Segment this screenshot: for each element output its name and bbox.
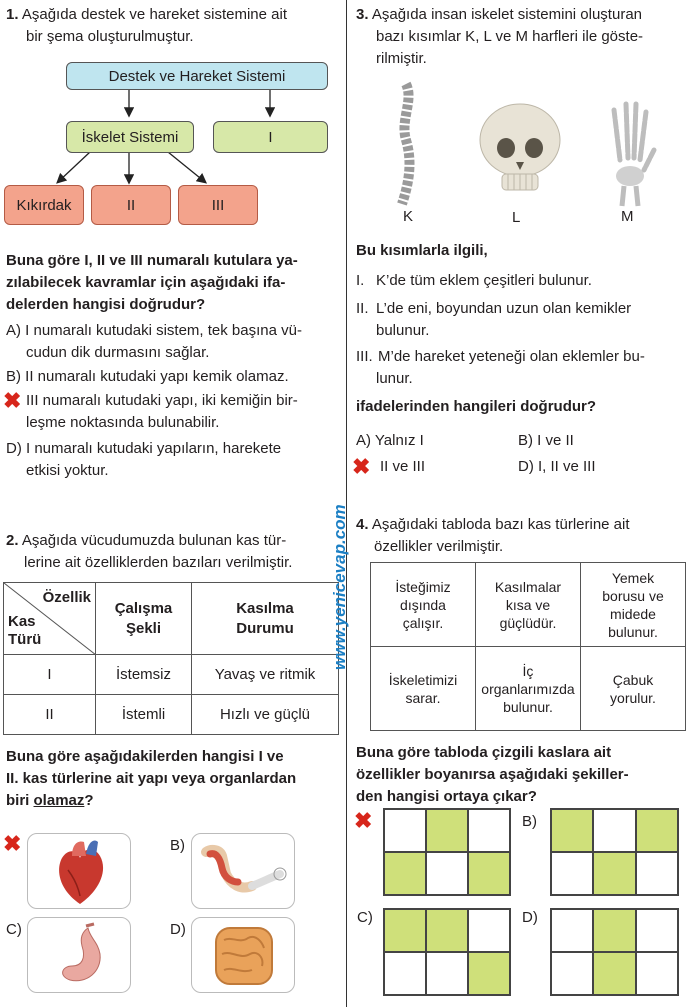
cell-line: Çabuk xyxy=(612,671,654,688)
q2-stem xyxy=(6,530,341,574)
q3-stem xyxy=(356,4,688,70)
q2-question-part: biri xyxy=(6,792,34,809)
cell-line: İç xyxy=(522,662,534,679)
intestine-icon xyxy=(192,918,296,994)
q1-option-d[interactable] xyxy=(6,438,341,482)
table-cell xyxy=(371,563,476,647)
q2-option-d-label: D) xyxy=(170,921,186,938)
image-label-k: K xyxy=(403,208,414,225)
q2-question xyxy=(6,746,341,812)
q1-option-c-line1: III numaralı kutudaki yapı, iki kemiğin bir- xyxy=(26,392,298,409)
answer-cross-icon: ✖ xyxy=(352,454,371,479)
q3-question: ifadelerinden hangileri doğrudur? xyxy=(356,398,597,415)
q2-option-c-label: C) xyxy=(6,921,22,938)
statement-row xyxy=(356,298,691,320)
table-corner-cell xyxy=(4,583,96,655)
cell-line: kısa ve xyxy=(505,596,551,613)
cell-line: Kasılmalar xyxy=(494,578,562,595)
q1-number: 1. xyxy=(6,6,19,23)
site-watermark xyxy=(330,430,354,670)
option-c-grid[interactable] xyxy=(383,908,511,996)
q2-stem-line2: lerine ait özelliklerden bazıları verilmiştir. xyxy=(24,554,293,571)
q1-option-a[interactable] xyxy=(6,320,341,364)
statement-row xyxy=(356,346,691,368)
q4-question-line: den hangisi ortaya çıkar? xyxy=(356,788,537,805)
statement-number: I. xyxy=(356,272,365,289)
muscle-type-table xyxy=(3,582,339,735)
statement-number: II. xyxy=(356,300,369,317)
grid-cell xyxy=(636,909,678,952)
q2-stem-line1: Aşağıda vücudumuzda bulunan kas tür- xyxy=(21,532,287,549)
statement-row xyxy=(356,270,691,292)
grid-cell xyxy=(384,952,426,995)
q1-stem xyxy=(6,4,336,48)
grid-cell xyxy=(636,952,678,995)
table-cell: I xyxy=(4,655,96,695)
q3-statements xyxy=(356,270,691,390)
hand-bones-icon xyxy=(600,100,660,208)
q1-option-d-line1: D) I numaralı kutudaki yapıların, harekete xyxy=(6,440,282,457)
image-label-m: M xyxy=(621,208,634,225)
q1-option-b-line1: B) II numaralı kutudaki yapı kemik olamaz. xyxy=(6,368,289,385)
cell-line: yorulur. xyxy=(610,689,656,706)
table-row xyxy=(4,695,339,735)
q3-sub-question: Bu kısımlarla ilgili, xyxy=(356,242,488,259)
q2-question-line: Buna göre aşağıdakilerden hangisi I ve xyxy=(6,748,284,765)
q4-question-line: özellikler boyanırsa aşağıdaki şekiller- xyxy=(356,766,629,783)
grid-cell xyxy=(426,909,468,952)
grid-cell xyxy=(593,909,635,952)
grid-cell xyxy=(426,852,468,895)
diagram-root-box: Destek ve Hareket Sistemi xyxy=(66,62,328,90)
grid-cell xyxy=(636,852,678,895)
option-a-heart-image[interactable] xyxy=(27,833,131,909)
grid-cell xyxy=(468,852,510,895)
cell-line: bulunur. xyxy=(503,698,553,715)
grid-cell xyxy=(384,852,426,895)
table-cell xyxy=(476,563,581,647)
q3-option-b[interactable]: B) I ve II xyxy=(518,432,574,449)
cell-line: sarar. xyxy=(405,689,441,706)
cell-line: çalışır. xyxy=(402,614,444,631)
cell-line: Yemek xyxy=(611,569,655,586)
grid-cell xyxy=(468,909,510,952)
q3-stem-line: rilmiştir. xyxy=(376,50,427,67)
diagram-box-III: III xyxy=(178,185,258,225)
q1-option-b[interactable] xyxy=(6,366,341,388)
table-cell: II xyxy=(4,695,96,735)
table-cell: Yavaş ve ritmik xyxy=(192,655,339,695)
q1-question xyxy=(6,250,341,316)
table-corner-top: Özellik xyxy=(42,589,91,606)
q1-option-a-line1: A) I numaralı kutudaki sistem, tek başına vü- xyxy=(6,322,302,339)
statement-text-cont: lunur. xyxy=(376,370,413,387)
q4-stem-line1: Aşağıdaki tabloda bazı kas türlerine ait xyxy=(371,516,630,533)
q2-question-line3 xyxy=(6,790,341,812)
q1-option-d-line2: etkisi yoktur. xyxy=(26,462,109,479)
q2-question-line: II. kas türlerine ait yapı veya organlardan xyxy=(6,770,297,787)
q4-feature-table xyxy=(370,562,686,731)
q2-question-underlined: olamaz xyxy=(33,792,85,809)
table-row xyxy=(371,647,686,731)
q4-stem xyxy=(356,514,691,558)
header-text: Durumu xyxy=(236,619,294,637)
answer-cross-icon: ✖ xyxy=(3,388,22,413)
grid-cell xyxy=(468,809,510,852)
grid-cell xyxy=(384,909,426,952)
answer-cross-icon: ✖ xyxy=(354,808,373,833)
q1-option-c[interactable] xyxy=(6,390,341,434)
option-a-grid[interactable] xyxy=(383,808,511,896)
table-row xyxy=(4,655,339,695)
image-label-l: L xyxy=(512,209,521,226)
option-d-grid[interactable] xyxy=(550,908,679,996)
diagram-skeleton-box: İskelet Sistemi xyxy=(66,121,194,153)
grid-cell xyxy=(426,952,468,995)
table-cell xyxy=(581,647,686,731)
grid-cell xyxy=(551,852,593,895)
q1-option-c-line2: leşme noktasında bulunabilir. xyxy=(26,414,220,431)
skull-icon xyxy=(470,100,570,200)
q1-stem-line1: Aşağıda destek ve hareket sistemine ait xyxy=(21,6,288,23)
arm-muscle-icon xyxy=(192,834,296,910)
header-text: Çalışma xyxy=(114,599,173,617)
q4-option-d-label: D) xyxy=(522,909,538,926)
table-header-contraction xyxy=(192,583,339,655)
cell-line: İsteğimiz xyxy=(395,578,451,595)
grid-cell xyxy=(468,952,510,995)
table-cell xyxy=(476,647,581,731)
option-d-intestine-image[interactable] xyxy=(191,917,295,993)
q3-option-c[interactable]: II ve III xyxy=(380,458,426,475)
table-cell: İstemli xyxy=(96,695,192,735)
answer-cross-icon: ✖ xyxy=(3,831,22,856)
grid-cell xyxy=(551,909,593,952)
diagram-box-II: II xyxy=(91,185,171,225)
q1-question-line: Buna göre I, II ve III numaralı kutulara ya- xyxy=(6,252,298,269)
spine-icon xyxy=(380,80,440,210)
grid-cell xyxy=(593,852,635,895)
grid-cell xyxy=(551,952,593,995)
q3-option-d[interactable]: D) I, II ve III xyxy=(518,458,596,475)
q4-stem-line2: özellikler verilmiştir. xyxy=(374,538,504,555)
option-b-grid[interactable] xyxy=(550,808,679,896)
q2-option-b-label: B) xyxy=(170,837,185,854)
statement-text-cont: bulunur. xyxy=(376,322,430,339)
table-header-work xyxy=(96,583,192,655)
q1-question-line: zılabilecek kavramlar için aşağıdaki ifa- xyxy=(6,274,286,291)
cell-line: dışında xyxy=(400,596,446,613)
q1-option-a-line2: cudun dik durmasını sağlar. xyxy=(26,344,210,361)
grid-cell xyxy=(551,809,593,852)
table-cell xyxy=(371,647,476,731)
cell-line: organlarımızda xyxy=(481,680,575,697)
table-cell: Hızlı ve güçlü xyxy=(192,695,339,735)
diagram-cartilage-box: Kıkırdak xyxy=(4,185,84,225)
q3-stem-line: Aşağıda insan iskelet sistemini oluşturan xyxy=(371,6,642,23)
q1-stem-line2: bir şema oluşturulmuştur. xyxy=(26,28,194,45)
heart-icon xyxy=(28,834,132,910)
cell-line: güçlüdür. xyxy=(499,614,557,631)
stomach-icon xyxy=(28,918,132,994)
q3-stem-line: bazı kısımlar K, L ve M harfleri ile göste- xyxy=(376,28,644,45)
diagram-box-I: I xyxy=(213,121,328,153)
option-b-arm-muscle-image[interactable] xyxy=(191,833,295,909)
watermark-text: www.yenicevap.com xyxy=(330,504,349,670)
table-corner-kas: Kas xyxy=(8,613,36,630)
grid-cell xyxy=(593,952,635,995)
statement-text: K’de tüm eklem çeşitleri bulunur. xyxy=(376,272,592,289)
cell-line: midede xyxy=(610,605,656,622)
statement-text: M’de hareket yeteneği olan eklemler bu- xyxy=(378,348,645,365)
q2-number: 2. xyxy=(6,532,19,549)
table-cell xyxy=(581,563,686,647)
header-text: Kasılma xyxy=(236,599,294,617)
grid-cell xyxy=(384,809,426,852)
q4-number: 4. xyxy=(356,516,369,533)
q2-question-part: ? xyxy=(84,792,94,809)
cell-line: borusu ve xyxy=(602,587,664,604)
grid-cell xyxy=(636,809,678,852)
q3-number: 3. xyxy=(356,6,369,23)
q4-question xyxy=(356,742,691,808)
option-c-stomach-image[interactable] xyxy=(27,917,131,993)
table-corner-bottom xyxy=(8,613,41,649)
grid-cell xyxy=(426,809,468,852)
table-cell: İstemsiz xyxy=(96,655,192,695)
grid-cell xyxy=(593,809,635,852)
statement-number: III. xyxy=(356,348,373,365)
q4-option-b-label: B) xyxy=(522,813,537,830)
table-corner-turu: Türü xyxy=(8,631,42,648)
table-row xyxy=(371,563,686,647)
statement-text: L’de eni, boyundan uzun olan kemikler xyxy=(376,300,632,317)
cell-line: İskeletimizi xyxy=(388,671,458,688)
header-text: Şekli xyxy=(125,619,162,637)
q4-option-c-label: C) xyxy=(357,909,373,926)
q1-question-line: delerden hangisi doğrudur? xyxy=(6,296,206,313)
cell-line: bulunur. xyxy=(608,623,658,640)
q4-question-line: Buna göre tabloda çizgili kaslara ait xyxy=(356,744,612,761)
q3-option-a[interactable]: A) Yalnız I xyxy=(356,432,424,449)
